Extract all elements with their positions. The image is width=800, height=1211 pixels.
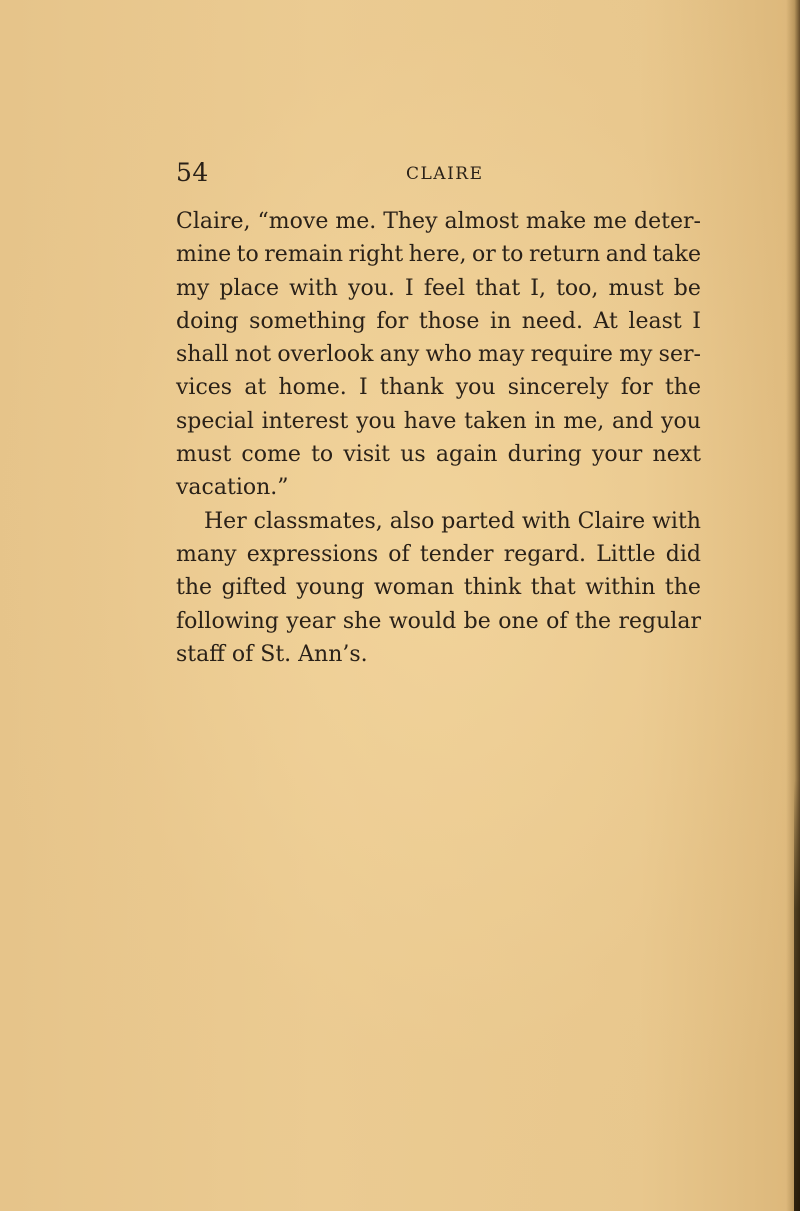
word: or xyxy=(472,242,496,268)
word: at xyxy=(244,375,267,401)
word: who xyxy=(425,342,472,368)
word: come xyxy=(241,442,301,468)
word: my xyxy=(176,275,210,301)
word: regular xyxy=(618,608,701,634)
word: in xyxy=(534,408,556,434)
word: with xyxy=(289,275,338,301)
word: woman xyxy=(373,575,455,601)
text-line: staff of St. Ann’s. xyxy=(176,641,368,667)
word: special xyxy=(176,408,254,434)
word: thank xyxy=(379,375,444,401)
word: I xyxy=(358,375,368,401)
text-line xyxy=(176,605,701,638)
word: in xyxy=(489,308,512,334)
word: visit xyxy=(343,442,391,468)
word: not xyxy=(234,342,272,368)
text-line xyxy=(176,205,701,238)
text-line xyxy=(176,305,701,338)
word: during xyxy=(507,442,582,468)
word: you xyxy=(455,375,496,401)
word: may xyxy=(477,342,525,368)
word: At xyxy=(593,308,618,334)
word: “move xyxy=(257,209,329,234)
word: least xyxy=(628,308,682,334)
text-line xyxy=(176,505,701,538)
word: ser- xyxy=(658,342,701,368)
word: classmates, xyxy=(253,508,383,534)
word: my xyxy=(619,342,653,368)
text-line xyxy=(176,405,701,438)
word: Claire, xyxy=(176,209,251,234)
word: I, xyxy=(530,275,546,301)
word: too, xyxy=(556,275,599,301)
word: place xyxy=(219,275,279,301)
word: need. xyxy=(521,308,583,334)
text-line xyxy=(176,538,701,571)
word: I xyxy=(692,308,701,334)
word: again xyxy=(435,442,498,468)
word: of xyxy=(546,608,568,634)
text-line xyxy=(176,238,701,271)
word: the xyxy=(664,575,701,601)
word: regard. xyxy=(503,541,587,567)
word: require xyxy=(530,342,613,368)
word: me xyxy=(593,209,628,234)
word: Claire xyxy=(577,508,646,534)
word: return xyxy=(528,242,601,268)
word: that xyxy=(475,275,521,301)
word: she xyxy=(342,608,382,634)
word: must xyxy=(608,275,664,301)
word: I xyxy=(405,275,414,301)
word: you. xyxy=(348,275,395,301)
word: think xyxy=(463,575,522,601)
word: They xyxy=(383,209,438,234)
word: with xyxy=(521,508,571,534)
text-line xyxy=(176,438,701,471)
word: next xyxy=(652,442,701,468)
word: your xyxy=(591,442,643,468)
word: Her xyxy=(204,508,247,534)
text-line: vacation.” xyxy=(176,475,289,501)
word: almost xyxy=(444,209,519,234)
word: mine xyxy=(176,242,232,268)
word: shall xyxy=(176,342,229,368)
body-text xyxy=(176,205,701,671)
page-edge-dark xyxy=(794,780,800,1211)
word: something xyxy=(249,308,366,334)
text-line xyxy=(176,371,701,404)
word: deter- xyxy=(634,209,701,234)
page-number: 54 xyxy=(176,158,209,187)
word: for xyxy=(620,375,653,401)
word: following xyxy=(176,608,279,634)
word: expressions xyxy=(246,541,379,567)
word: of xyxy=(388,541,410,567)
word: the xyxy=(176,575,213,601)
word: that xyxy=(530,575,576,601)
word: the xyxy=(575,608,612,634)
word: to xyxy=(501,242,524,268)
word: sincerely xyxy=(507,375,609,401)
word: young xyxy=(296,575,365,601)
word: me, xyxy=(563,408,605,434)
word: to xyxy=(236,242,259,268)
word: many xyxy=(176,541,237,567)
word: did xyxy=(665,541,701,567)
word: gifted xyxy=(221,575,287,601)
word: year xyxy=(286,608,336,634)
running-head xyxy=(176,158,701,188)
word: tender xyxy=(419,541,494,567)
text-line xyxy=(176,272,701,305)
word: you xyxy=(661,408,701,434)
word: remain xyxy=(264,242,343,268)
word: vices xyxy=(176,375,233,401)
word: any xyxy=(379,342,420,368)
word: would xyxy=(388,608,457,634)
word: doing xyxy=(176,308,239,334)
word: have xyxy=(403,408,457,434)
word: here, xyxy=(408,242,467,268)
word: overlook xyxy=(277,342,374,368)
word: within xyxy=(585,575,656,601)
text-line xyxy=(176,571,701,604)
word: also xyxy=(389,508,435,534)
word: us xyxy=(400,442,426,468)
word: be xyxy=(673,275,701,301)
word: feel xyxy=(423,275,466,301)
word: take xyxy=(652,242,701,268)
word: and xyxy=(605,242,648,268)
word: with xyxy=(652,508,701,534)
word: me. xyxy=(335,209,377,234)
word: make xyxy=(525,209,587,234)
word: parted xyxy=(441,508,515,534)
word: Little xyxy=(596,541,656,567)
word: and xyxy=(611,408,654,434)
word: interest xyxy=(261,408,349,434)
word: the xyxy=(664,375,701,401)
word: right xyxy=(348,242,404,268)
word: you xyxy=(356,408,396,434)
word: must xyxy=(176,442,232,468)
word: those xyxy=(418,308,480,334)
word: for xyxy=(376,308,409,334)
word: to xyxy=(311,442,334,468)
running-title: CLAIRE xyxy=(406,164,484,184)
text-line xyxy=(176,338,701,371)
word: one xyxy=(498,608,539,634)
word: home. xyxy=(278,375,347,401)
word: taken xyxy=(464,408,527,434)
word: be xyxy=(463,608,491,634)
